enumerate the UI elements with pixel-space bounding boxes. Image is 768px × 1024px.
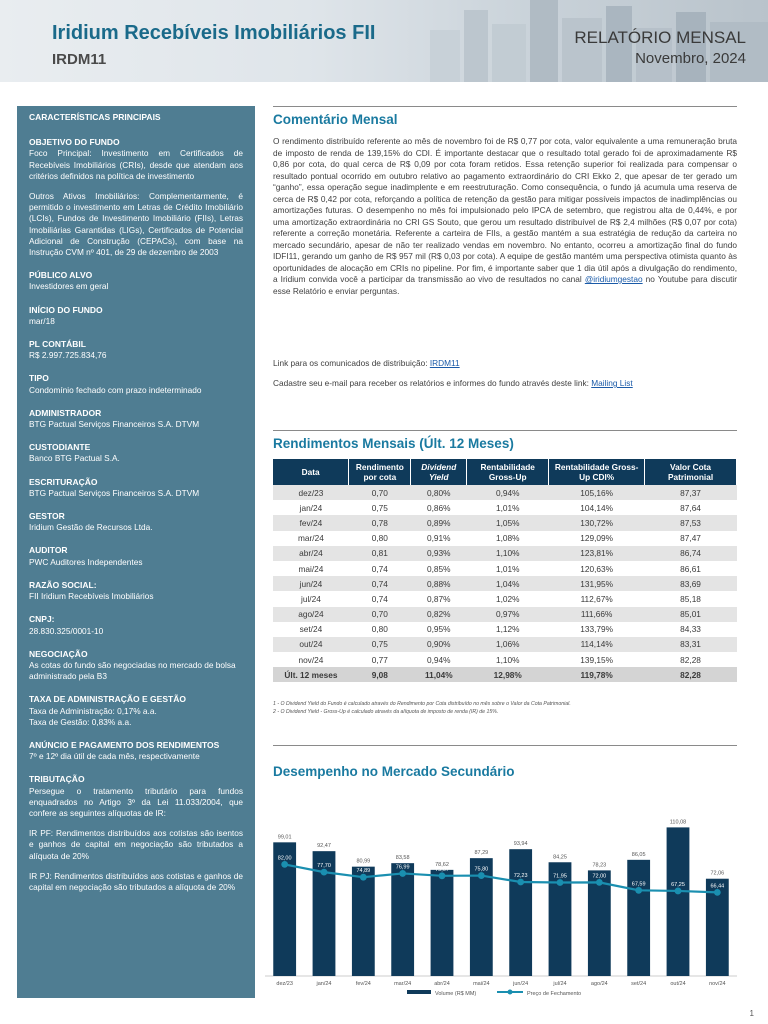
price-point-label: 82,00 [277,855,292,862]
table-total-cell: 9,08 [349,667,411,682]
youtube-channel-link[interactable]: @iridiumgestao [584,274,643,284]
table-cell: 105,16% [549,485,645,500]
table-cell: 104,14% [580,502,614,513]
taxa-administracao: Taxa de Administração: 0,17% a.a. [29,705,157,716]
table-cell: 139,15% [580,654,614,665]
volume-bar [431,870,454,976]
legend-volume-swatch [407,990,431,994]
table-row [273,500,737,515]
rendimentos-top-rule [273,430,737,431]
price-point [675,888,682,895]
table-total-row [273,667,737,682]
tributacao-text-1: Persegue o tratamento tributário para fundos enquadrados no Artigo 3º da Lei 11.033/2004, que confere as seguintes alíquotas de IR: [29,785,243,818]
volume-bar [667,827,690,976]
x-tick-label: jun/24 [513,981,529,987]
table-cell: 129,09% [580,533,614,544]
table-cell: 0,77 [371,654,388,665]
table-cell: 1,01% [495,502,520,513]
table-cell: 87,53 [645,515,737,530]
price-point [517,879,524,886]
table-cell: 0,80 [371,533,388,544]
x-tick-label: nov/24 [709,981,726,987]
volume-bar [391,863,414,976]
table-cell: 0,81 [349,546,411,561]
table-cell: 0,95% [427,624,451,635]
page-number: 1 [749,1009,754,1018]
cnpj-value: 28.830.325/0001-10 [29,625,104,636]
pl-value: R$ 2.997.725.834,76 [29,350,107,361]
fund-title: Iridium Recebíveis Imobiliários FII [52,22,376,44]
table-cell: mar/24 [298,533,324,544]
table-cell: dez/23 [273,485,349,500]
x-tick-label: mai/24 [473,981,490,987]
col-header: Dividend Yield [411,459,467,485]
table-cell: 0,80% [411,485,467,500]
table-total-cell: 11,04% [411,667,467,682]
rendimentos-body [273,485,737,682]
x-tick-label: out/24 [670,981,686,987]
table-cell: 111,66% [549,607,645,622]
price-point-label: 76,99 [395,864,410,871]
tipo-title: TIPO [29,373,49,384]
price-point-label: 67,25 [671,881,685,888]
table-cell: 87,47 [680,533,701,544]
volume-bar [627,860,650,976]
price-point [596,879,603,886]
price-point [714,889,721,896]
volume-bar-label: 93,94 [513,841,528,848]
table-cell: 1,10% [467,546,549,561]
table-cell: 0,85% [427,563,451,574]
razao-value: FII Iridium Recebíveis Imobiliários [29,591,154,602]
table-cell: 133,79% [580,624,614,635]
report-header [0,0,768,82]
table-cell: 1,04% [467,576,549,591]
volume-bar-label: 78,23 [592,862,607,869]
table-cell: nov/24 [298,654,324,665]
footnote-1: 1 - O Dividend Yield do Fundo é calculado através do Rendimento por Cota distribuído no mês sobre o Valor da Cota Patrimonial. [273,701,571,707]
table-cell: 0,94% [427,654,451,665]
x-tick-label: abr/24 [434,981,450,987]
price-point [439,872,446,879]
volume-bar-label: 86,05 [631,851,646,858]
escrituracao-title: ESCRITURAÇÃO [29,476,98,487]
table-cell: 0,74 [371,563,388,574]
price-point-label: 72,00 [592,873,607,880]
volume-bar [352,867,375,976]
table-cell: 131,95% [549,576,645,591]
table-cell: jun/24 [273,576,349,591]
volume-bar-label: 80,99 [356,858,371,865]
table-cell: 0,75 [371,502,388,513]
table-total-cell: 82,28 [645,667,737,682]
mailing-label: Cadastre seu e-mail para receber os relatórios e informes do fundo através deste link: [273,378,592,388]
table-cell: 85,18 [680,593,701,604]
price-point [399,870,406,877]
table-cell: 0,86% [427,502,451,513]
comunicados-link[interactable]: IRDM11 [429,358,460,368]
table-row [273,652,737,667]
table-cell: 82,28 [680,654,701,665]
price-point-label: 77,70 [317,863,331,870]
table-cell: 1,12% [495,624,520,635]
table-row [273,637,737,652]
table-cell: 0,90% [411,637,467,652]
comentario-body: O rendimento distribuído referente ao mês de novembro foi de R$ 0,77 por cota, valor equivalente a uma remuneração bruta de imposto de renda de 139,15% do CDI. É importante destacar que o resultado total gerado foi de aproximadamente R$ 0,86 por cota, do qual cerca de R$ 0,09 por cota foram retidos. Essa retenção superior foi realizada para compensar o resultado pontual ocorrido em outubro relativo ao pagamento extraordinário do CRI Ekko 2, que apesar de ter gerado um “ganho”, essa operação segue inadimplente e em reestruturação. Como consequência, o fundo já acumula uma reserva de cerca de R$ 0,42 por cota, reforçando a política de retenção da gestão para mitigar possíveis impactos de inadimplências ou amortizações futuras. O desempenho no mês foi impulsionado pelo IPCA de setembro, que registrou alta de 0,44%, e por uma amortização extraordinária no CRI GS Souto, que gerou um resultado distribuível de R$ 2,4 milhões (R$ 0,07 por cota) referente a correção monetária. Referente a carteira de FIIs, a gestão mantém a sua estratégia de redução da carteira no mercado secundário, apesar de não ter realizado vendas em novembro. No entanto, ocorreu a amortização final do fundo IDFI11, gerando um ganho de R$ 957 mil (R$ 0,03 por cota). A equipe de gestão mantém uma perspectiva otimista quanto às oportunidades de alocação em CRIs no pipeline. Por fim, é importante saber que 1 dia útil após a divulgação do rendimento, a Iridium convida você a participar da transmissão ao vivo de resultados no canal [273,136,737,284]
table-cell: 0,87% [427,593,451,604]
auditor-value: PWC Auditores Independentes [29,556,143,567]
price-point-label: 75,67 [435,866,449,873]
table-cell: 0,88% [411,576,467,591]
inicio-title: INÍCIO DO FUNDO [29,304,103,315]
volume-bar-label: 78,62 [435,861,449,868]
table-cell: 83,31 [645,637,737,652]
col-header: Valor Cota Patrimonial [645,459,737,485]
publico-title: PÚBLICO ALVO [29,270,93,281]
table-cell: 86,61 [680,563,701,574]
table-cell: 1,05% [467,515,549,530]
table-cell: 0,91% [427,533,451,544]
table-cell: 0,82% [411,607,467,622]
table-header-row [273,459,737,485]
legend-volume-label: Volume (R$ MM) [435,991,477,997]
table-row [273,607,737,622]
footnote-2: 2 - O Dividend Yield - Gross-Up é calculado através da alíquota de imposto de renda (IR) de 15%. [273,709,499,715]
comentario-body-end: no Youtube para discutir esse Relatório e enviar perguntas. [273,274,737,296]
price-point [478,872,485,879]
publico-value: Investidores em geral [29,281,109,292]
gestor-title: GESTOR [29,511,65,522]
col-header: Rendimento por cota [349,459,411,485]
price-point [321,869,328,876]
razao-title: RAZÃO SOCIAL: [29,579,97,590]
rendimentos-title: Rendimentos Mensais (Últ. 12 Meses) [273,436,514,451]
desempenho-top-rule [273,745,737,746]
table-cell: 0,97% [467,607,549,622]
objetivo-text-1: Foco Principal: Investimento em Certificados de Recebíveis Imobiliários (CRIs), desde que atendam aos critérios definidos na política de investimento [29,148,243,181]
price-point-label: 71,95 [553,873,567,880]
table-cell: 0,70 [349,607,411,622]
table-cell: 130,72% [549,515,645,530]
table-cell: 1,02% [495,593,520,604]
table-cell: 0,70 [349,485,411,500]
comentario-title: Comentário Mensal [273,112,398,127]
price-point [635,887,642,894]
price-point-label: 66,44 [710,883,725,890]
report-month: Novembro, 2024 [635,50,746,67]
table-cell: 0,74 [371,593,388,604]
auditor-title: AUDITOR [29,545,68,556]
fund-ticker: IRDM11 [52,51,107,68]
comunicados-label: Link para os comunicados de distribuição: [273,358,430,368]
table-row [273,622,737,637]
table-cell: 0,94% [467,485,549,500]
tributacao-title: TRIBUTAÇÃO [29,774,85,785]
col-header: Rentabilidade Gross-Up CDI% [549,459,645,485]
objetivo-text-2: Outros Ativos Imobiliários: Complementarmente, é permitido o investimento em Letras de Crédito Imobiliário (LCIs), Fundos de Investimento Imobiliário (FIIs), Letras Imobiliárias Garantidas (LIGs), Certificados de Potencial Adicional de Construção (CEPACs), com base na Instrução CVM nº 401, de 29 de dezembro de 2003 [29,191,243,258]
table-cell: 0,75 [349,637,411,652]
volume-bar-label: 72,06 [710,870,725,877]
price-point-label: 72,23 [513,872,528,879]
volume-bar-label: 83,58 [395,855,410,862]
volume-bar-label: 110,08 [669,819,687,826]
x-tick-label: jan/24 [316,981,332,987]
table-row [273,561,737,576]
price-point [557,879,564,886]
table-cell: 86,74 [645,546,737,561]
negociacao-value: As cotas do fundo são negociadas no mercado de bolsa administrado pela B3 [29,659,236,682]
table-cell: 85,01 [645,607,737,622]
table-cell: 123,81% [549,546,645,561]
price-point [360,874,367,881]
tributacao-text-2: IR PF: Rendimentos distribuídos aos cotistas são isentos e ganhos de capital em negociação são tributados a alíquota de 20% [29,828,243,861]
table-cell: 0,89% [411,515,467,530]
table-row [273,515,737,530]
table-cell: 120,63% [580,563,614,574]
table-cell: mai/24 [298,563,324,574]
comentario-text [273,136,737,297]
mailing-list-link[interactable]: Mailing List [591,378,633,388]
legend-price-label: Preço de Fechamento [527,991,582,997]
volume-bar [509,849,532,976]
tributacao-text-3: IR PJ: Rendimentos distribuídos aos cotistas e ganhos de capital em negociação são tributados a alíquota de 20% [29,870,243,892]
volume-bar-label: 99,01 [277,834,292,841]
price-point-label: 74,89 [356,868,371,875]
mailing-line [273,378,737,388]
administrador-value: BTG Pactual Serviços Financeiros S.A. DTVM [29,419,200,430]
escrituracao-value: BTG Pactual Serviços Financeiros S.A. DTVM [29,487,200,498]
table-cell: 1,10% [495,654,520,665]
taxa-gestao: Taxa de Gestão: 0,83% a.a. [29,716,132,727]
table-cell: 0,80 [371,624,388,635]
table-cell: 83,69 [645,576,737,591]
pl-title: PL CONTÁBIL [29,339,86,350]
table-row [273,485,737,500]
volume-bar-label: 84,25 [553,854,567,861]
characteristics-sidebar [17,106,255,998]
report-type: RELATÓRIO MENSAL [574,28,746,47]
volume-bar [588,870,611,976]
x-tick-label: set/24 [631,981,647,987]
legend-price-dot [508,990,513,995]
desempenho-title: Desempenho no Mercado Secundário [273,764,515,779]
table-cell: abr/24 [273,546,349,561]
table-cell: 84,33 [680,624,701,635]
objetivo-title: OBJETIVO DO FUNDO [29,137,120,148]
table-row [273,591,737,606]
comunicados-line [273,358,737,368]
cnpj-title: CNPJ: [29,614,55,625]
table-cell: out/24 [273,637,349,652]
x-tick-label: ago/24 [590,981,608,987]
table-cell: jan/24 [299,502,323,513]
administrador-title: ADMINISTRADOR [29,407,102,418]
table-cell: fev/24 [273,515,349,530]
table-cell: 0,78 [349,515,411,530]
table-cell: set/24 [299,624,323,635]
taxa-title: TAXA DE ADMINISTRAÇÃO E GESTÃO [29,694,186,705]
table-cell: ago/24 [273,607,349,622]
table-cell: 0,74 [349,576,411,591]
x-tick-label: mar/24 [394,981,412,987]
anuncio-value: 7º e 12º dia útil de cada mês, respectivamente [29,751,200,762]
sidebar-heading: CARACTERÍSTICAS PRINCIPAIS [29,112,161,122]
volume-bar-label: 92,47 [317,843,331,850]
volume-bar-label: 87,29 [474,850,489,857]
secondary-market-chart [257,800,745,1000]
table-total-cell: 12,98% [467,667,549,682]
table-cell: 0,93% [411,546,467,561]
x-tick-label: jul/24 [553,981,567,987]
table-cell: 87,37 [645,485,737,500]
gestor-value: Iridium Gestão de Recursos Ltda. [29,522,153,533]
x-tick-label: fev/24 [355,981,371,987]
table-cell: jul/24 [301,593,321,604]
custodiante-value: Banco BTG Pactual S.A. [29,453,120,464]
col-header: Data [273,459,349,485]
table-row [273,531,737,546]
tipo-value: Condomínio fechado com prazo indeterminado [29,384,202,395]
anuncio-title: ANÚNCIO E PAGAMENTO DOS RENDIMENTOS [29,739,220,750]
table-cell: 114,14% [549,637,645,652]
x-tick-label: dez/23 [276,981,293,987]
price-point [281,861,288,868]
table-cell: 1,01% [495,563,520,574]
table-cell: 87,64 [680,502,701,513]
comentario-top-rule [273,106,737,107]
table-total-cell: Últ. 12 meses [273,667,349,682]
table-cell: 112,67% [580,593,613,604]
table-cell: 1,08% [495,533,520,544]
col-header: Rentabilidade Gross-Up [467,459,549,485]
table-row [273,576,737,591]
table-cell: 1,06% [467,637,549,652]
table-total-cell: 119,78% [549,667,645,682]
rendimentos-table [273,459,737,682]
custodiante-title: CUSTODIANTE [29,442,91,453]
negociacao-title: NEGOCIAÇÃO [29,648,88,659]
table-row [273,546,737,561]
inicio-value: mar/18 [29,315,55,326]
price-point-label: 75,80 [474,866,489,873]
price-point-label: 67,59 [631,881,646,888]
